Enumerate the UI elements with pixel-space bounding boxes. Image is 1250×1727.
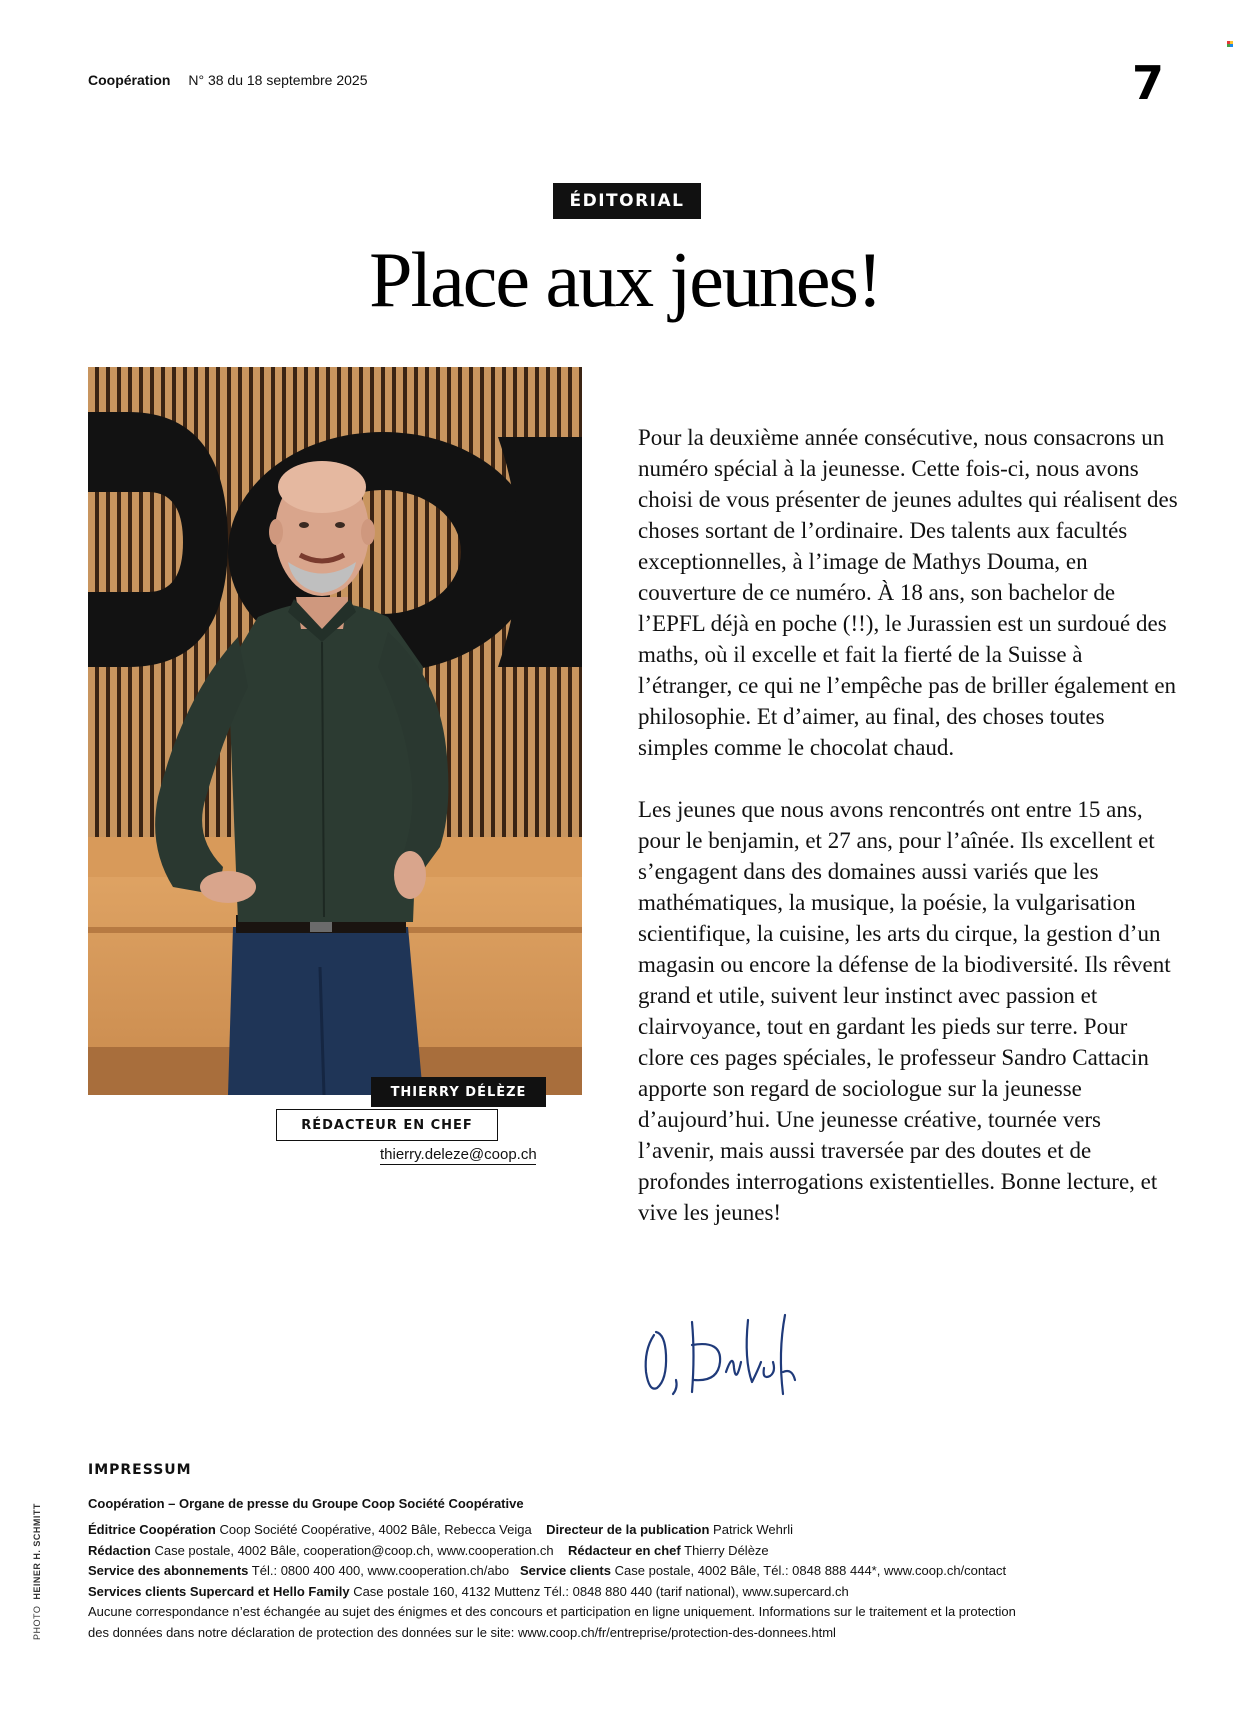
impressum-line-2	[88, 1541, 1016, 1562]
running-header	[88, 72, 368, 88]
article-body	[638, 422, 1178, 1259]
article-title: Place aux jeunes!	[369, 236, 881, 323]
photo-credit-name: HEINER H. SCHMITT	[32, 1503, 42, 1600]
article-paragraph-2: Les jeunes que nous avons rencontrés ont entre 15 ans, pour le benjamin, et 27 ans, pour l’aînée. Ils excellent et s’engagent dans des domaines aussi variés que les mathématiques, la musique, la poésie, la vulgarisation scientifique, la cuisine, les arts du cirque, la gestion d’un magasin ou encore la défense de la biodiversité. Ils rêvent grand et utile, suivent leur instinct avec passion et clairvoyance, tout en gardant les pieds sur terre. Pour clore ces pages spéciales, le professeur Sandro Cattacin apporte son regard de sociologue sur la jeunesse d’aujourd’hui. Une jeunesse créative, tournée vers l’avenir, mais aussi traversée par des doutes et de profondes interrogations existentielles. Bonne lecture, et vive les jeunes!	[638, 797, 1171, 1225]
portrait-illustration	[88, 367, 582, 1095]
impressum-title: IMPRESSUM	[88, 1462, 192, 1478]
impressum-value: Thierry Délèze	[684, 1542, 769, 1558]
author-signature	[640, 1310, 800, 1410]
impressum-value: Case postale, 4002 Bâle, cooperation@coop.ch, www.cooperation.ch	[154, 1542, 554, 1558]
impressum-label: Rédaction	[88, 1542, 151, 1558]
impressum-value: Tél.: 0800 400 400, www.cooperation.ch/abo	[251, 1563, 510, 1578]
author-email-link[interactable]: thierry.deleze@coop.ch	[380, 1146, 537, 1163]
photo-credit-label: PHOTO	[32, 1605, 42, 1640]
impressum-details	[88, 1520, 1016, 1643]
rubric-label: ÉDITORIAL	[553, 183, 701, 219]
impressum-line-4	[88, 1582, 1016, 1603]
impressum-line-5: Aucune correspondance n’est échangée au sujet des énigmes et des concours et participation en ligne uniquement. Informations sur le traitement et la protection	[88, 1604, 1016, 1619]
author-name-label: THIERRY DÉLÈZE	[371, 1077, 546, 1107]
impressum-value: Case postale, 4002 Bâle, Tél.: 0848 888 444*, www.coop.ch/contact	[614, 1563, 1007, 1578]
impressum-label: Service des abonnements	[88, 1563, 249, 1578]
corner-color-mark	[1227, 34, 1233, 40]
impressum-label: Éditrice Coopération	[88, 1522, 216, 1537]
author-portrait	[88, 367, 582, 1095]
impressum-label: Rédacteur en chef	[568, 1542, 681, 1558]
impressum-organisation	[88, 1494, 524, 1515]
impressum-value: Case postale 160, 4132 Muttenz Tél.: 0848 880 440 (tarif national), www.supercard.ch	[353, 1583, 849, 1599]
author-role-label: RÉDACTEUR EN CHEF	[276, 1109, 498, 1141]
impressum-value: Coop Société Coopérative, 4002 Bâle, Rebecca Veiga	[219, 1522, 532, 1537]
impressum-label: Directeur de la publication	[546, 1522, 710, 1537]
page-number: 7	[1132, 56, 1165, 110]
impressum-line-6: des données dans notre déclaration de protection des données sur le site: www.coop.ch/fr/entreprise/protection-des-donnees.html	[88, 1624, 836, 1640]
impressum-org-line: Coopération – Organe de presse du Groupe Coop Société Coopérative	[88, 1496, 524, 1511]
signature-drawing	[640, 1310, 800, 1410]
impressum-line-1	[88, 1520, 1016, 1541]
impressum-line-3	[88, 1561, 1016, 1582]
article-paragraph-1: Pour la deuxième année consécutive, nous consacrons un numéro spécial à la jeunesse. Cette fois-ci, nous avons choisi de vous présenter de jeunes adultes qui réalisent des choses sortant de l’ordinaire. Des talents aux facultés exceptionnelles, à l’image de Mathys Douma, en couverture de ce numéro. À 18 ans, son bachelor de l’EPFL déjà en poche (!!), le Jurassien est un surdoué des maths, où il excelle et fait la fierté de la Suisse à l’étranger, ce qui ne l’empêche pas de briller également en philosophie. Et d’aimer, au final, des choses toutes simples comme le chocolat chaud.	[638, 425, 1178, 760]
photo-credit	[32, 1503, 42, 1640]
impressum-label: Services clients Supercard et Hello Family	[88, 1583, 350, 1599]
impressum-label: Service clients	[519, 1563, 611, 1578]
issue-info: N° 38 du 18 septembre 2025	[188, 72, 368, 88]
publication-name: Coopération	[88, 72, 171, 88]
impressum-value: Patrick Wehrli	[713, 1522, 793, 1537]
